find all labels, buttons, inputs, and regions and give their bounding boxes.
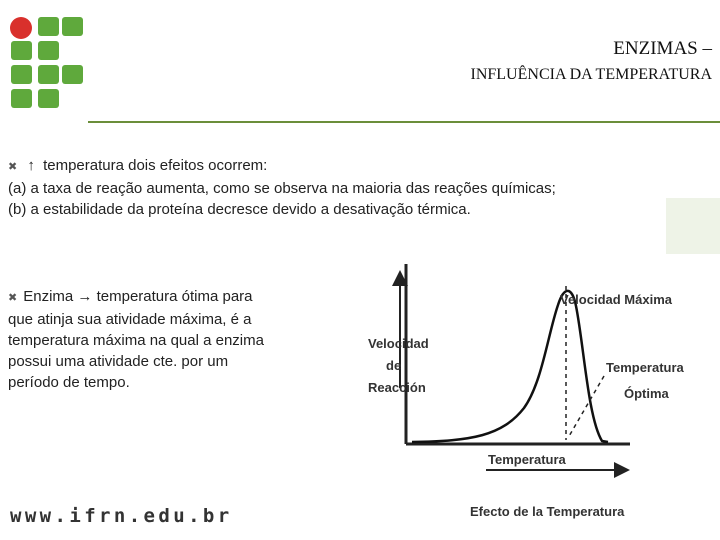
x-bullet-icon: ✖ (8, 161, 18, 173)
peak-label: Velocidad Máxima (560, 292, 672, 307)
x-axis-label: Temperatura (488, 452, 566, 467)
temperature-effects (8, 155, 556, 220)
ifrn-logo (8, 14, 84, 114)
figure-caption: Efecto de la Temperatura (470, 504, 625, 519)
logo-dot (10, 17, 32, 39)
enzyme-line: período de tempo. (8, 374, 130, 391)
up-arrow-icon: ↑ (27, 157, 35, 174)
optimum-label: Óptima (624, 386, 669, 401)
temperature-effect-figure (352, 258, 720, 530)
optimum-label: Temperatura (606, 360, 684, 375)
effects-intro: temperatura dois efeitos ocorrem: (43, 157, 268, 174)
page-subtitle: INFLUÊNCIA DA TEMPERATURA (470, 66, 712, 83)
enzyme-line: temperatura ótima para (96, 288, 253, 305)
x-bullet-icon: ✖ (8, 292, 18, 304)
enzyme-lead: Enzima (23, 288, 74, 305)
y-axis-label: Reacción (368, 380, 426, 395)
y-axis-label: Velocidad (368, 336, 429, 351)
effect-marker: (a) (8, 180, 27, 197)
enzyme-line: que atinja sua atividade máxima, é a (8, 311, 252, 328)
enzyme-note-line (8, 286, 320, 309)
optimum-pointer (568, 376, 604, 438)
enzyme-line: possui uma atividade cte. por um (8, 353, 229, 370)
site-url: www.ifrn.edu.br (10, 505, 233, 527)
decorative-panel (666, 198, 720, 254)
page-title: ENZIMAS – (613, 38, 712, 59)
effect-text: a estabilidade da proteína decresce devido a desativação térmica. (30, 201, 471, 218)
header-divider (88, 121, 720, 123)
right-arrow-icon: → (77, 288, 93, 305)
y-axis-label: de (386, 358, 402, 373)
effect-item (8, 199, 556, 220)
effect-item (8, 178, 556, 199)
effect-marker: (b) (8, 201, 27, 218)
effect-text: a taxa de reação aumenta, como se observa na maioria das reações químicas; (30, 180, 556, 197)
enzyme-line: temperatura máxima na qual a enzima (8, 332, 264, 349)
enzyme-note (8, 286, 320, 393)
effects-intro-line (8, 155, 556, 178)
